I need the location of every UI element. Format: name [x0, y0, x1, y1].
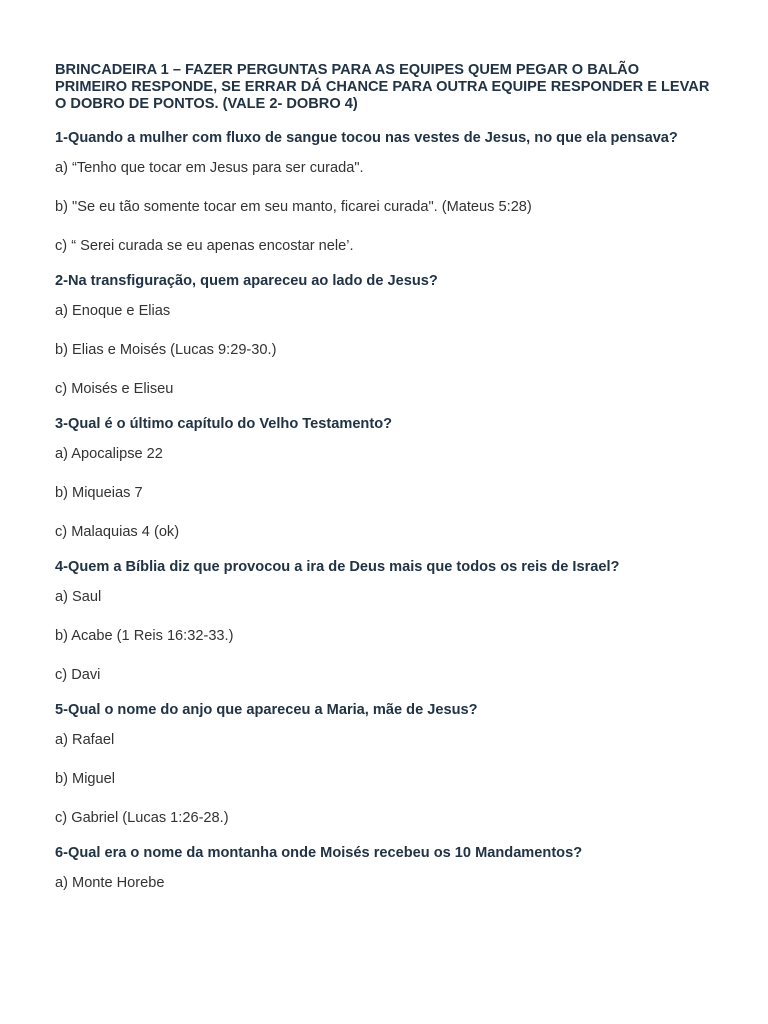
answer-option: a) Monte Horebe	[55, 875, 165, 891]
answer-option: b) Elias e Moisés (Lucas 9:29-30.)	[55, 342, 277, 358]
question-text: 4-Quem a Bíblia diz que provocou a ira de Deus mais que todos os reis de Israel?	[55, 559, 620, 575]
answer-option: a) Saul	[55, 589, 102, 605]
question-text: 1-Quando a mulher com fluxo de sangue tocou nas vestes de Jesus, no que ela pensava?	[55, 130, 678, 146]
answer-option: c) Moisés e Eliseu	[55, 381, 174, 397]
question-block	[55, 129, 715, 255]
answer-options	[55, 874, 715, 892]
answer-option: a) “Tenho que tocar em Jesus para ser curada".	[55, 160, 364, 176]
question-text: 2-Na transfiguração, quem apareceu ao lado de Jesus?	[55, 273, 438, 289]
answer-option: a) Apocalipse 22	[55, 446, 163, 462]
question-block	[55, 844, 715, 892]
answer-options	[55, 588, 715, 684]
answer-option: b) Miguel	[55, 771, 116, 787]
answer-option: c) Gabriel (Lucas 1:26-28.)	[55, 810, 229, 826]
answer-option: b) Acabe (1 Reis 16:32-33.)	[55, 628, 234, 644]
question-text: 6-Qual era o nome da montanha onde Moisés recebeu os 10 Mandamentos?	[55, 845, 583, 861]
question-text: 3-Qual é o último capítulo do Velho Testamento?	[55, 416, 393, 432]
answer-options	[55, 445, 715, 541]
answer-option: a) Enoque e Elias	[55, 303, 171, 319]
document-heading: BRINCADEIRA 1 – FAZER PERGUNTAS PARA AS EQUIPES QUEM PEGAR O BALÃO PRIMEIRO RESPONDE, SE ERRAR DÁ CHANCE PARA OUTRA EQUIPE RESPONDER E LEVAR O DOBRO DE PONTOS. (VALE 2- DOBRO 4)	[55, 62, 710, 112]
questions-list	[55, 129, 715, 892]
document-page	[55, 62, 715, 909]
answer-option: c) Davi	[55, 667, 101, 683]
question-block	[55, 415, 715, 541]
answer-options	[55, 159, 715, 255]
answer-option: a) Rafael	[55, 732, 115, 748]
question-block	[55, 558, 715, 684]
answer-option: b) Miqueias 7	[55, 485, 143, 501]
answer-option: b) "Se eu tão somente tocar em seu manto, ficarei curada". (Mateus 5:28)	[55, 199, 532, 215]
question-block	[55, 701, 715, 827]
answer-option: c) “ Serei curada se eu apenas encostar nele’.	[55, 238, 354, 254]
question-block	[55, 272, 715, 398]
answer-options	[55, 302, 715, 398]
answer-options	[55, 731, 715, 827]
question-text: 5-Qual o nome do anjo que apareceu a Maria, mãe de Jesus?	[55, 702, 478, 718]
answer-option: c) Malaquias 4 (ok)	[55, 524, 180, 540]
